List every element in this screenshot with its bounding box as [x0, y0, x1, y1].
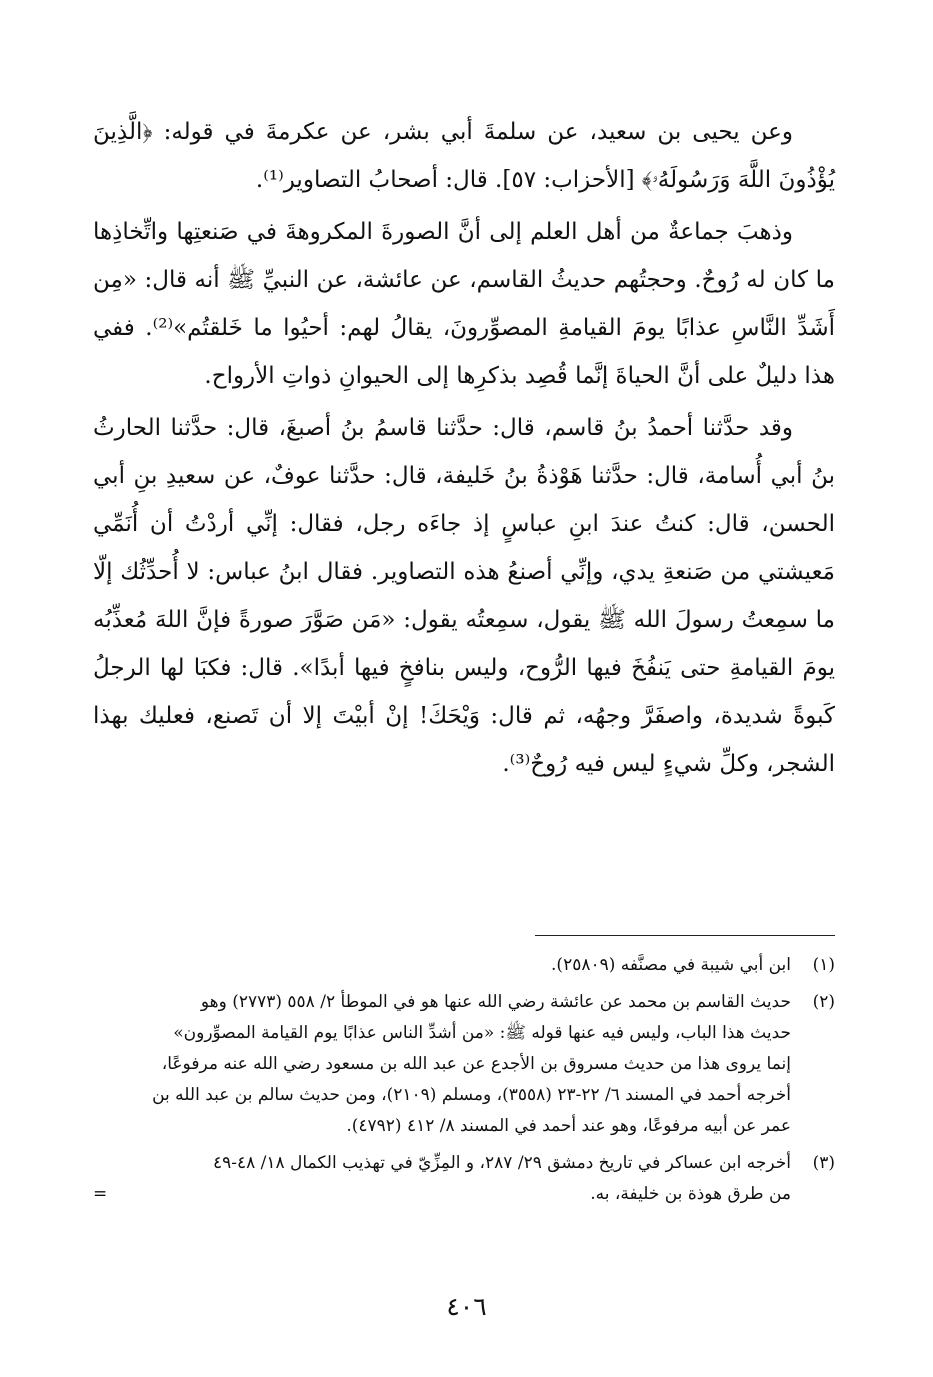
footnote-number: (٣)	[812, 1153, 835, 1173]
footnote-line: من طرق هوذة بن خليفة، به.	[590, 1184, 791, 1204]
page-number: ٤٠٦	[446, 1292, 487, 1321]
footnote-1	[93, 950, 835, 981]
main-text	[93, 108, 835, 792]
footnote-line: إنما يروى هذا من حديث مسروق بن الأجدع عن عبد الله بن مسعود رضي الله عنه مرفوعًا،	[161, 1054, 791, 1074]
footnote-line: حديث القاسم بن محمد عن عائشة رضي الله عنها هو في الموطأ ٢/ ٥٥٨ (٢٧٧٣) وهو	[200, 992, 791, 1012]
footnote-line: حديث هذا الباب، وليس فيه عنها قوله ﷺ: «من أشدِّ الناس عذابًا يوم القيامة المصوِّرون»	[173, 1023, 791, 1043]
paragraph-1: وعن يحيى بن سعيد، عن سلمةَ أبي بشر، عن عكرمةَ في قوله: ﴿الَّذِينَ يُؤْذُونَ اللَّهَ وَرَسُولَهُۥ﴾ [الأحزاب: ٥٧]. قال: أصحابُ التصاوير⁽¹⁾.	[93, 119, 835, 193]
footnote-line: أخرجه أحمد في المسند ٦/ ٢٢-٢٣ (٣٥٥٨)، ومسلم (٢١٠٩)، ومن حديث سالم بن عبد الله بن	[152, 1085, 791, 1105]
paragraph-2: وذهبَ جماعةٌ من أهل العلم إلى أنَّ الصورةَ المكروهةَ في صَنعتِها واتِّخاذِها ما كان له رُوحٌ. وحجتُهم حديثُ القاسم، عن عائشة، عن النبيِّ ﷺ أنه قال: «مِن أَشَدِّ النَّاسِ عذابًا يومَ القيامةِ المصوِّرونَ، يقالُ لهم: أحيُوا ما خَلقتُم»⁽²⁾. ففي هذا دليلٌ على أنَّ الحياةَ إنَّما قُصِد بذكرِها إلى الحيوانِ ذواتِ الأرواح.	[93, 219, 835, 389]
continuation-mark: =	[93, 1184, 108, 1204]
paragraph-3: وقد حدَّثنا أحمدُ بنُ قاسم، قال: حدَّثنا قاسمُ بنُ أصبغَ، قال: حدَّثنا الحارثُ بنُ أبي أُسامة، قال: حدَّثنا هَوْذةُ بنُ خَليفة، قال: حدَّثنا عوفٌ، عن سعيدِ بنِ أبي الحسن، قال: كنتُ عندَ ابنِ عباسٍ إذ جاءَه رجل، فقال: إنِّي أردْتُ أن أُنَمِّي مَعيشتي من صَنعةِ يدي، وإنِّي أصنعُ هذه التصاوير. فقال ابنُ عباس: لا أُحدِّثُك إلّا ما سمِعتُ رسولَ الله ﷺ يقول، سمِعتُه يقول: «مَن صَوَّرَ صورةً فإنَّ اللهَ مُعذِّبُه يومَ القيامةِ حتى يَنفُخَ فيها الرُّوح، وليس بنافخٍ فيها أبدًا». قال: فكبَا لها الرجلُ كَبوةً شديدة، واصفَرَّ وجهُه، ثم قال: وَيْحَكَ! إنْ أبيْتَ إلا أن تَصنع، فعليك بهذا الشجر، وكلِّ شيءٍ ليس فيه رُوحٌ⁽³⁾.	[93, 415, 835, 777]
footnote-line: عمر عن أبيه مرفوعًا، وهو عند أحمد في المسند ٨/ ٤١٢ (٤٧٩٢).	[346, 1116, 791, 1136]
footnote-number: (١)	[812, 955, 835, 975]
footnote-3	[93, 1148, 835, 1210]
footnote-2	[93, 987, 835, 1142]
footnote-line: أخرجه ابن عساكر في تاريخ دمشق ٢٩/ ٢٨٧، و المِزِّيّ في تهذيب الكمال ١٨/ ٤٨-٤٩	[212, 1153, 791, 1173]
footnote-line: ابن أبي شيبة في مصنَّفه (٢٥٨٠٩).	[551, 955, 791, 975]
footnote-number: (٢)	[812, 992, 835, 1012]
footnote-divider	[535, 935, 835, 936]
footnotes	[93, 950, 835, 1216]
